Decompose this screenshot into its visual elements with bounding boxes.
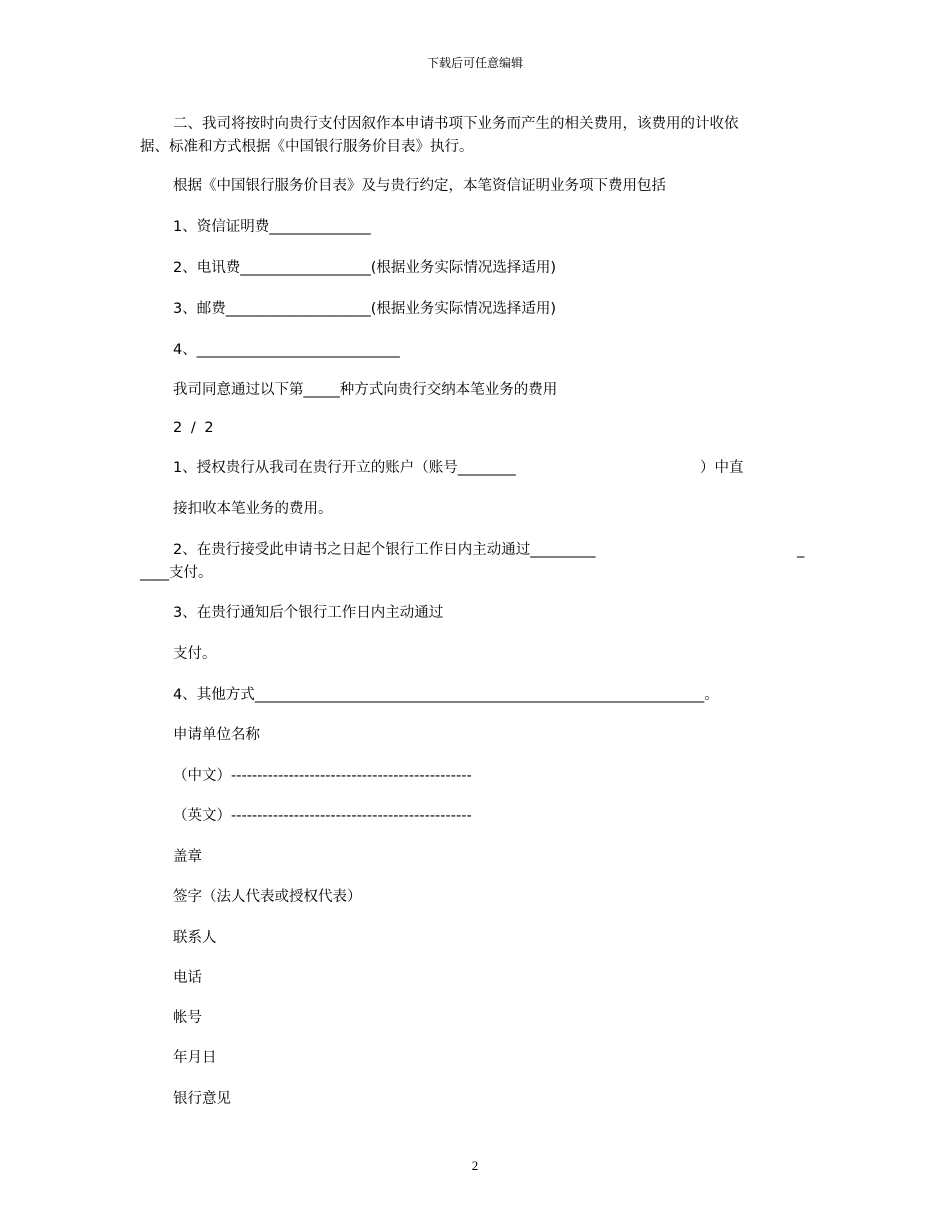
fee-item-2: 2、电讯费__________________(根据业务实际情况选择适用): [173, 260, 557, 276]
applicant-name-english: （英文）----------------------------------------------: [173, 808, 472, 824]
clause-2-line-1: 二、我司将按时向贵行支付因叙作本申请书项下业务而产生的相关费用，该费用的计收依: [173, 116, 739, 132]
payment-option-3-line-2: 支付。: [173, 646, 217, 662]
bank-opinion-label: 银行意见: [173, 1091, 231, 1107]
payment-intro: 我司同意通过以下第_____种方式向贵行交纳本笔业务的费用: [173, 382, 558, 398]
payment-option-1-line-1: 1、授权贵行从我司在贵行开立的账户（账号________: [173, 460, 516, 476]
signature-label: 签字（法人代表或授权代表）: [173, 889, 362, 905]
account-label: 帐号: [173, 1010, 202, 1026]
clause-2-line-2: 据、标准和方式根据《中国银行服务价目表》执行。: [140, 139, 474, 155]
payment-option-2-line-1-end: _: [797, 542, 805, 558]
phone-label: 电话: [173, 970, 202, 986]
page-number: 2: [471, 1158, 479, 1173]
fee-item-1: 1、资信证明费______________: [173, 219, 371, 235]
page-marker: 2 / 2: [173, 420, 216, 436]
fee-item-3: 3、邮费____________________(根据业务实际情况选择适用): [173, 301, 557, 317]
applicant-label: 申请单位名称: [173, 727, 260, 743]
contact-label: 联系人: [173, 930, 217, 946]
seal-label: 盖章: [173, 849, 202, 865]
fees-intro: 根据《中国银行服务价目表》及与贵行约定，本笔资信证明业务项下费用包括: [173, 178, 666, 194]
payment-option-4: 4、其他方式______________________________________________________________。: [173, 687, 719, 703]
payment-option-1-line-1-end: ）中直: [700, 460, 744, 476]
payment-option-1-line-2: 接扣收本笔业务的费用。: [173, 501, 333, 517]
page-header: 下载后可任意编辑: [426, 56, 523, 70]
date-label: 年月日: [173, 1050, 217, 1066]
payment-option-2-line-2: ____支付。: [140, 565, 213, 581]
payment-option-3-line-1: 3、在贵行通知后个银行工作日内主动通过: [173, 605, 444, 621]
payment-option-2-line-1: 2、在贵行接受此申请书之日起个银行工作日内主动通过_________: [173, 542, 596, 558]
applicant-name-chinese: （中文）----------------------------------------------: [173, 768, 472, 784]
fee-item-4: 4、____________________________: [173, 342, 400, 358]
